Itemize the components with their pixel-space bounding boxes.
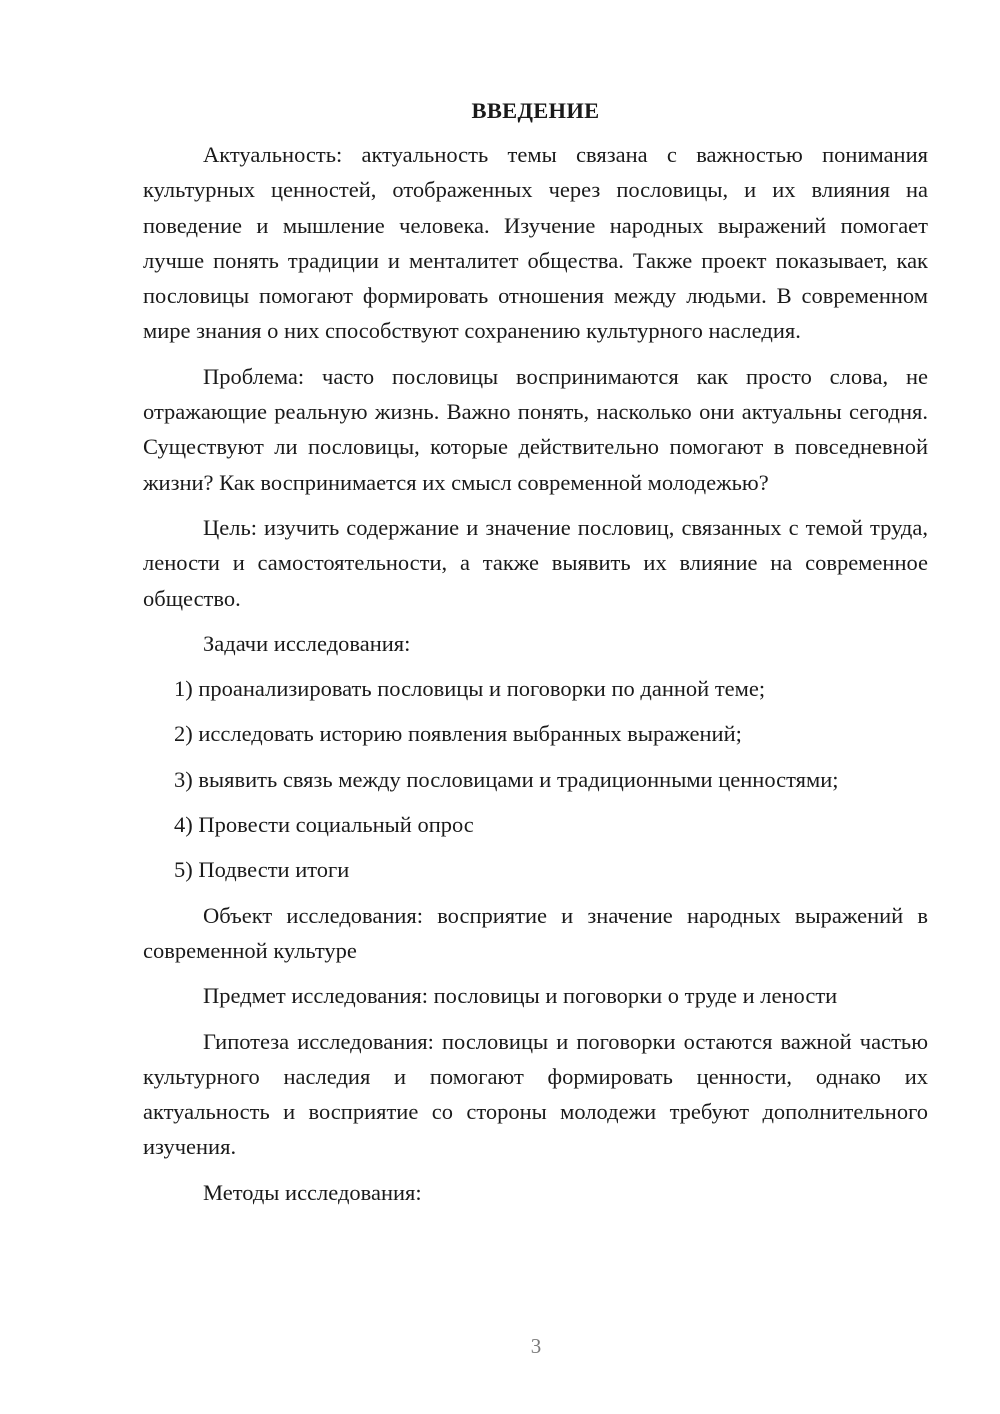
page-number: 3 <box>530 1334 542 1358</box>
page-content <box>143 95 928 1220</box>
paragraph-hypothesis: Гипотеза исследования: пословицы и поговорки остаются важной частью культурного наследия и помогают формировать ценности, однако их актуальность и восприятие со стороны молодежи требуют дополнительного изучения. <box>143 1028 928 1160</box>
paragraph-subject: Предмет исследования: пословицы и поговорки о труде и лености <box>203 983 838 1009</box>
tasks-list <box>143 671 928 887</box>
paragraph-problem: Проблема: часто пословицы воспринимаются как просто слова, не отражающие реальную жизнь. Важно понять, насколько они актуальны сегодня. Существуют ли пословицы, которые действительно помогают в повседневной жизни? Как воспринимается их смысл современной молодежью? <box>143 363 928 495</box>
paragraph-goal: Цель: изучить содержание и значение пословиц, связанных с темой труда, лености и самостоятельности, а также выявить их влияние на современное общество. <box>143 514 928 611</box>
paragraph-relevance: Актуальность: актуальность темы связана с важностью понимания культурных ценностей, отображенных через пословицы, и их влияния на поведение и мышление человека. Изучение народных выражений помогает лучше понять традиции и менталитет общества. Также проект показывает, как пословицы помогают формировать отношения между людьми. В современном мире знания о них способствуют сохранению культурного наследия. <box>143 142 928 344</box>
paragraph-methods-heading: Методы исследования: <box>203 1179 422 1205</box>
list-item: 2) исследовать историю появления выбранных выражений; <box>174 721 742 747</box>
list-item: 4) Провести социальный опрос <box>174 812 474 838</box>
section-title: ВВЕДЕНИЕ <box>471 98 600 123</box>
list-item: 5) Подвести итоги <box>174 857 350 883</box>
paragraph-tasks-heading: Задачи исследования: <box>203 630 411 656</box>
list-item: 3) выявить связь между пословицами и традиционными ценностями; <box>174 766 839 792</box>
paragraph-object: Объект исследования: восприятие и значение народных выражений в современной культуре <box>143 902 928 963</box>
list-item: 1) проанализировать пословицы и поговорки по данной теме; <box>174 676 766 702</box>
